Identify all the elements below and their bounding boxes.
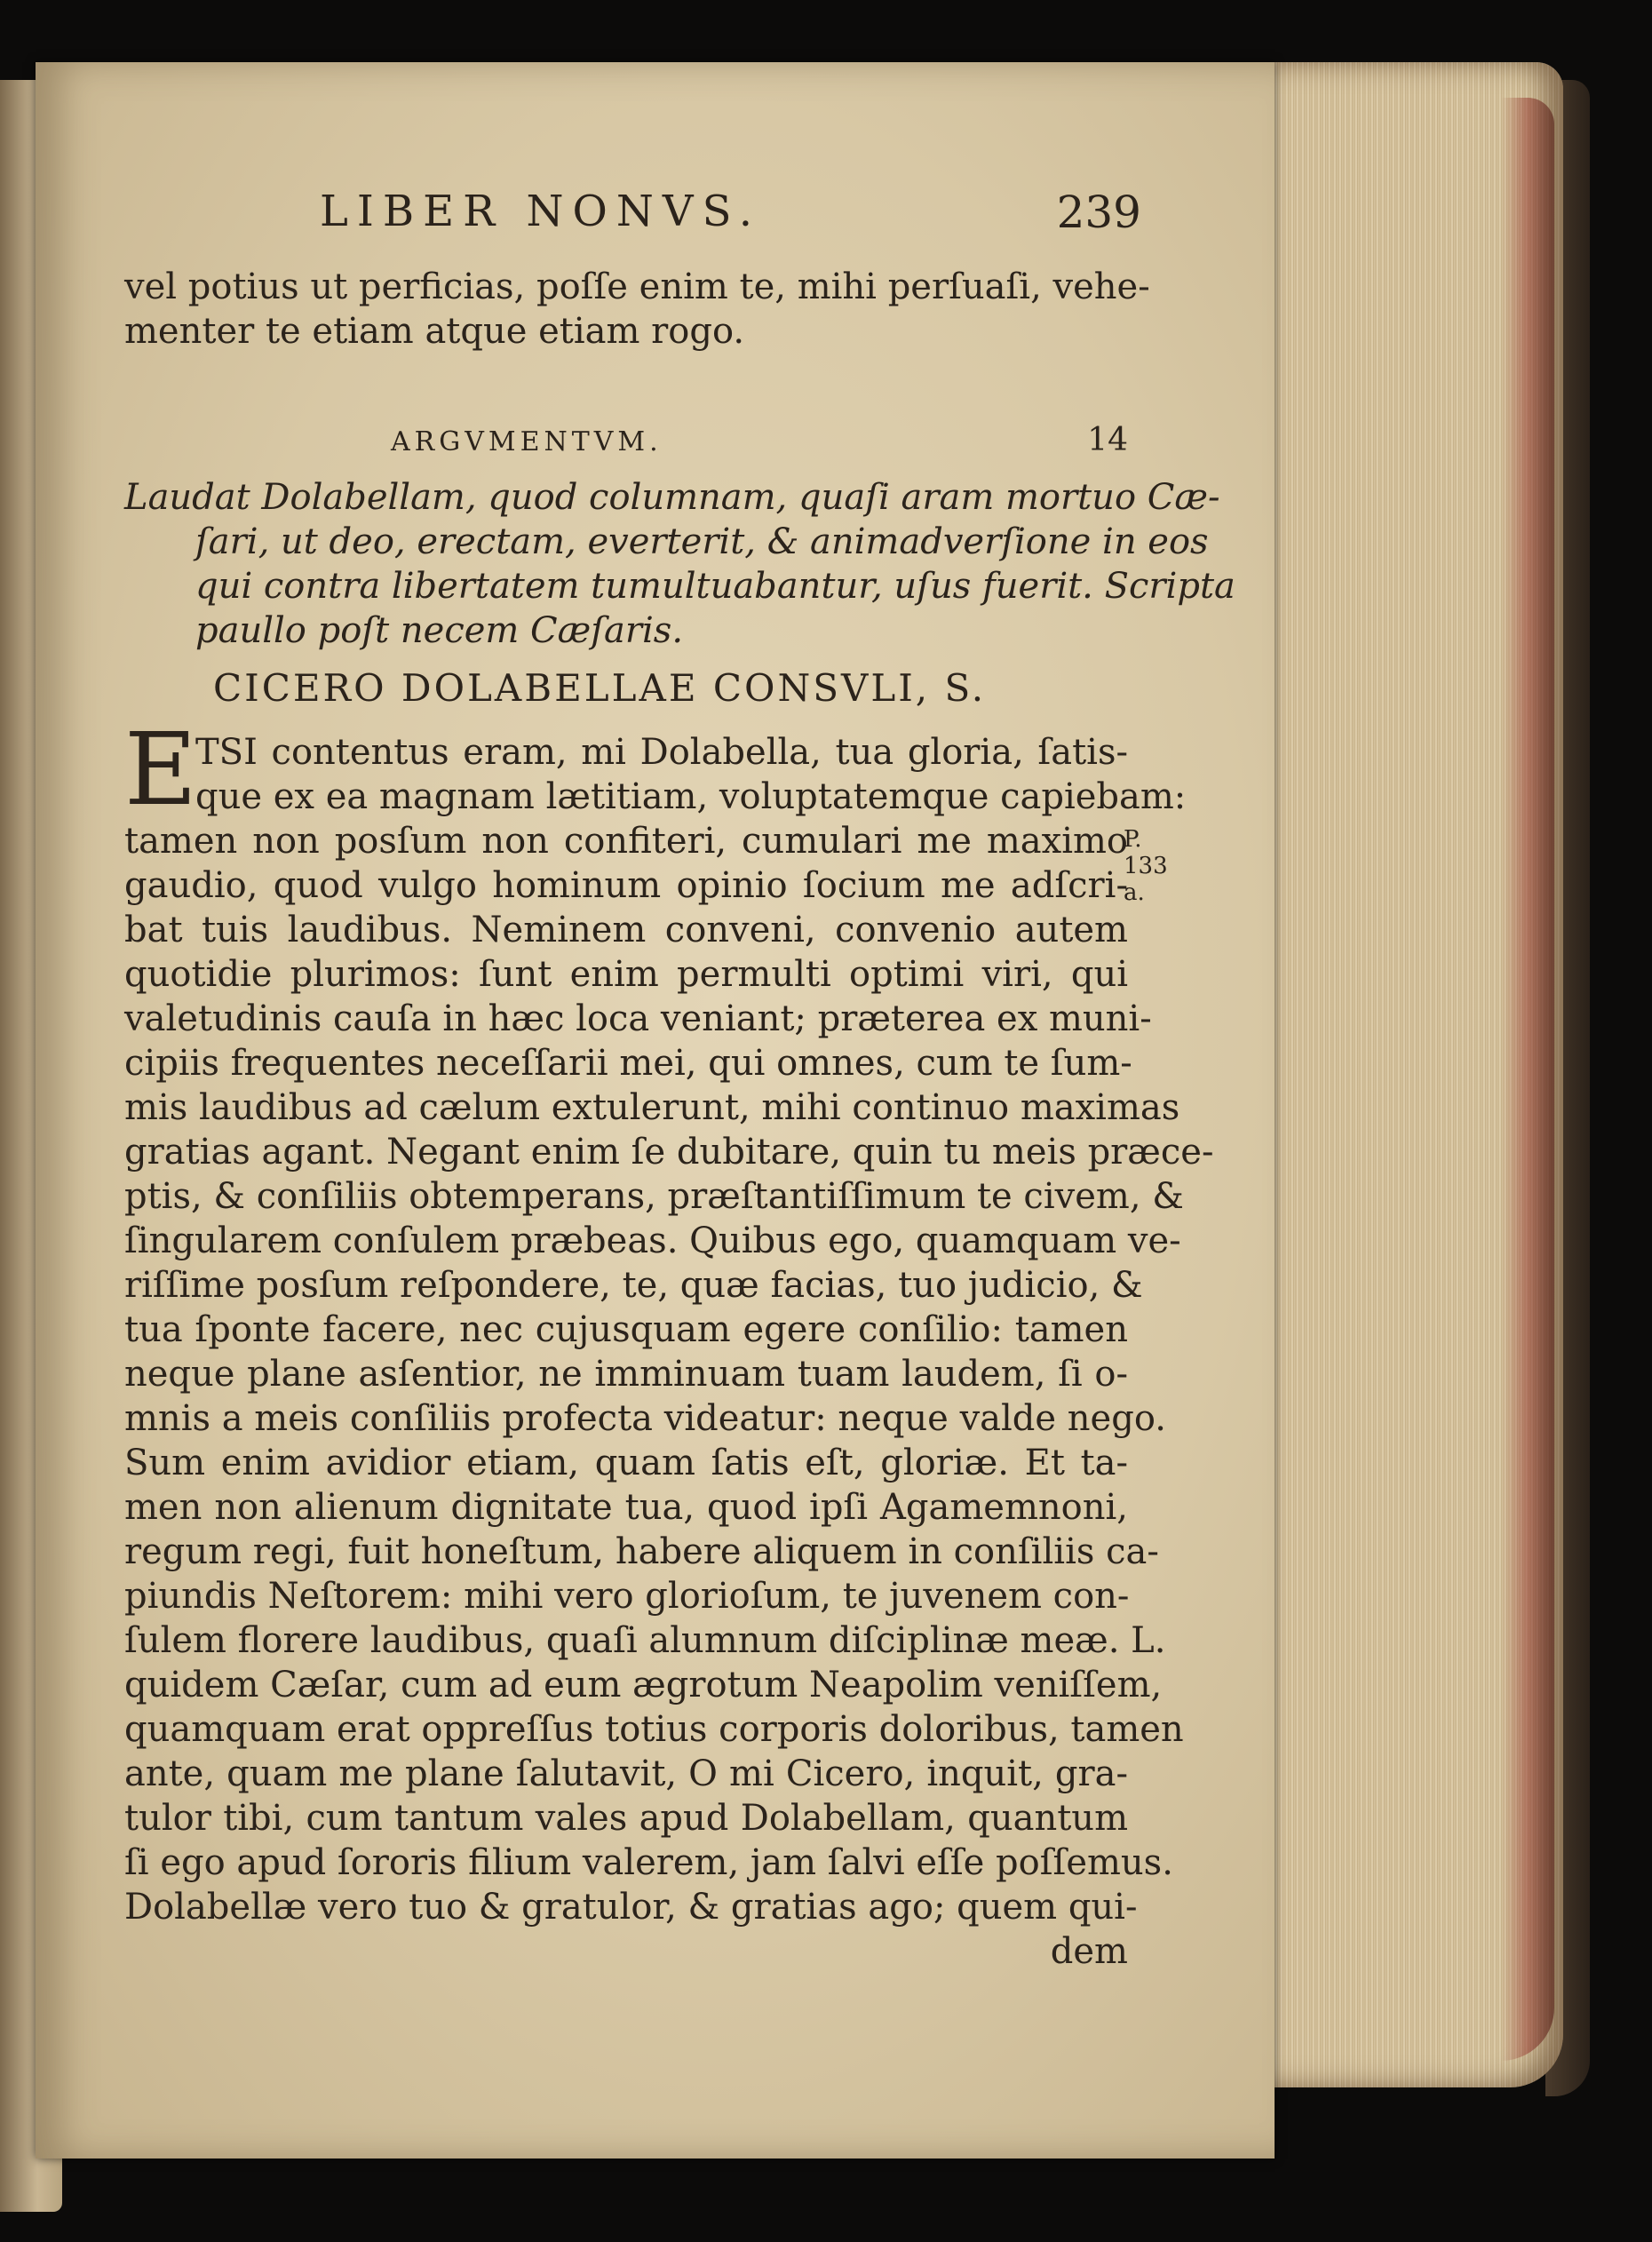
margin-reference: a. — [1124, 879, 1145, 906]
margin-reference: 133 — [1124, 853, 1168, 879]
red-edge-tint — [1501, 98, 1554, 2061]
text-line: ante, quam me plane ſalutavit, O mi Cicero, inquit, gra- — [124, 1753, 1128, 1794]
text-line: cipiis frequentes neceſſarii mei, qui omnes, cum te ſum- — [124, 1043, 1132, 1084]
text-line: TSI contentus eram, mi Dolabella, tua gloria, ſatis- — [195, 732, 1128, 773]
text-line: valetudinis cauſa in hæc loca veniant; præterea ex muni- — [124, 998, 1152, 1039]
text-line: gratias agant. Negant enim ſe dubitare, quin tu meis præce- — [124, 1132, 1214, 1173]
text-line: menter te etiam atque etiam rogo. — [124, 311, 745, 352]
text-line: que ex ea magnam lætitiam, voluptatemque capiebam: — [195, 776, 1187, 817]
text-line: ptis, & conſiliis obtemperans, præſtantiſſimum te civem, & — [124, 1176, 1184, 1217]
text-line: men non alienum dignitate tua, quod ipſi Agamemnoni, — [124, 1487, 1128, 1528]
text-line: quotidie plurimos: ſunt enim permulti optimi viri, qui — [124, 954, 1128, 995]
text-line: ſingularem conſulem præbeas. Quibus ego, quamquam ve- — [124, 1220, 1181, 1261]
running-title: LIBER NONVS. — [320, 187, 761, 236]
letter-salutation: CICERO DOLABELLAE CONSVLI, S. — [213, 666, 987, 710]
text-line: ſi ego apud ſororis filium valerem, jam ſalvi eſſe poſſemus. — [124, 1842, 1173, 1883]
margin-reference: P. — [1124, 826, 1142, 853]
text-line: bat tuis laudibus. Neminem conveni, convenio autem — [124, 910, 1128, 950]
letter-number: 14 — [1087, 422, 1128, 458]
text-line: ſulem florere laudibus, quaſi alumnum diſciplinæ meæ. L. — [124, 1620, 1166, 1661]
page-number: 239 — [1056, 187, 1141, 238]
drop-cap: E — [124, 712, 197, 828]
text-line: vel potius ut perficias, poſſe enim te, mihi perſuaſi, vehe- — [124, 266, 1150, 307]
text-line: piundis Neſtorem: mihi vero glorioſum, te juvenem con- — [124, 1576, 1130, 1617]
text-line: quidem Cæſar, cum ad eum ægrotum Neapolim veniſſem, — [124, 1665, 1163, 1705]
argument-heading: ARGVMENTVM. — [391, 426, 663, 457]
text-line: qui contra libertatem tumultuabantur, uſus fuerit. Scripta — [195, 566, 1235, 607]
text-line: tua ſponte facere, nec cujusquam egere conſilio: tamen — [124, 1309, 1128, 1350]
text-line: neque plane asſentior, ne imminuam tuam laudem, ſi o- — [124, 1354, 1128, 1395]
text-line: quamquam erat oppreſſus totius corporis doloribus, tamen — [124, 1709, 1184, 1750]
text-line: regum regi, fuit honeſtum, habere aliquem in conſiliis ca- — [124, 1531, 1159, 1572]
text-line: Sum enim avidior etiam, quam ſatis eſt, gloriæ. Et ta- — [124, 1443, 1128, 1483]
book-page — [36, 62, 1275, 2159]
catchword: dem — [1050, 1931, 1128, 1972]
text-line: riſſime posſum reſpondere, te, quæ facias, tuo judicio, & — [124, 1265, 1143, 1306]
text-line: Laudat Dolabellam, quod columnam, quaſi aram mortuo Cæ- — [124, 477, 1220, 518]
text-line: tamen non posſum non confiteri, cumulari me maximo — [124, 821, 1128, 862]
text-line: gaudio, quod vulgo hominum opinio ſocium me adſcri- — [124, 865, 1128, 906]
text-line: paullo poſt necem Cæſaris. — [195, 610, 684, 651]
text-line: ſari, ut deo, erectam, everterit, & animadverſione in eos — [195, 521, 1209, 562]
text-line: tulor tibi, cum tantum vales apud Dolabellam, quantum — [124, 1798, 1128, 1839]
text-line: mnis a meis conſiliis profecta videatur: neque valde nego. — [124, 1398, 1166, 1439]
text-line: Dolabellæ vero tuo & gratulor, & gratias ago; quem qui- — [124, 1887, 1138, 1928]
text-line: mis laudibus ad cælum extulerunt, mihi continuo maximas — [124, 1087, 1180, 1128]
